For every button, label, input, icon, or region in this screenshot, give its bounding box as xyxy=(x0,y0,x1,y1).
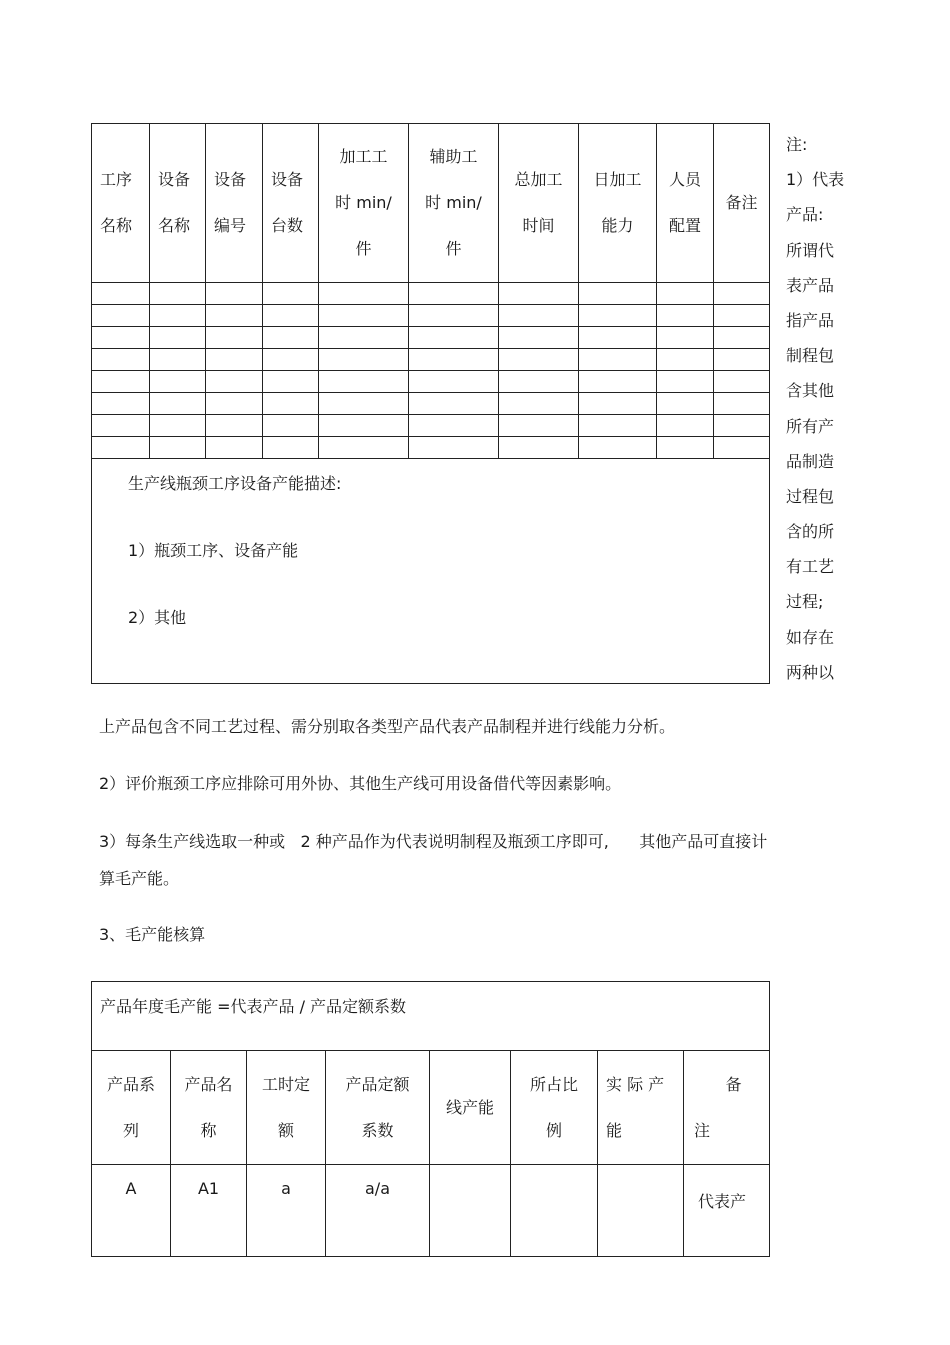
header-auxiliary-time: 辅助工 时 min/ 件 xyxy=(409,124,499,283)
side-note-line: 所谓代 xyxy=(786,240,835,260)
table-row xyxy=(92,1165,770,1257)
cell-actual-capacity xyxy=(598,1165,684,1257)
header-process-name: 工序 名称 xyxy=(92,124,150,283)
cell-proportion xyxy=(511,1165,598,1257)
table-row xyxy=(92,327,770,349)
table-row xyxy=(92,437,770,459)
gross-capacity-formula: 产品年度毛产能 =代表产品 / 产品定额系数 xyxy=(92,982,770,1051)
table-row xyxy=(92,371,770,393)
side-note-line: 制程包 xyxy=(786,346,835,366)
side-note-line: 品制造 xyxy=(786,451,835,471)
table-row xyxy=(92,305,770,327)
description-item-1: 1）瓶颈工序、设备产能 xyxy=(128,541,299,560)
cell-product-name: A1 xyxy=(171,1165,247,1257)
side-note-line: 表产品 xyxy=(786,275,835,295)
header-proportion: 所占比 例 xyxy=(511,1051,598,1165)
paragraph-item-2: 2）评价瓶颈工序应排除可用外协、其他生产线可用设备借代等因素影响。 xyxy=(99,774,622,793)
bottleneck-description-cell xyxy=(92,459,770,684)
description-item-2: 2）其他 xyxy=(128,608,187,627)
side-note-line: 两种以 xyxy=(786,662,835,682)
description-title: 生产线瓶颈工序设备产能描述: xyxy=(128,474,342,493)
side-note xyxy=(786,127,850,690)
header-staffing: 人员 配置 xyxy=(657,124,714,283)
table-row xyxy=(92,283,770,305)
paragraph-continued: 上产品包含不同工艺过程、需分别取各类型产品代表产品制程并进行线能力分析。 xyxy=(99,717,676,736)
side-note-line: 有工艺 xyxy=(786,557,835,577)
header-total-time: 总加工 时间 xyxy=(499,124,579,283)
side-note-line: 所有产 xyxy=(786,416,835,436)
table-title-row xyxy=(92,982,770,1051)
side-note-line: 产品: xyxy=(786,205,824,225)
paragraph-item-3-line-2: 算毛产能。 xyxy=(99,869,180,888)
header-remarks: 备注 xyxy=(714,124,770,283)
header-product-name: 产品名 称 xyxy=(171,1051,247,1165)
header-equipment-name: 设备 名称 xyxy=(150,124,206,283)
header-actual-capacity: 实 际 产 能 xyxy=(598,1051,684,1165)
cell-remarks: 代表产 xyxy=(684,1165,770,1257)
side-note-line: 过程; xyxy=(786,592,824,612)
header-line-capacity: 线产能 xyxy=(430,1051,511,1165)
bottleneck-description-row xyxy=(92,459,770,684)
paragraph-item-3-line-1: 3）每条生产线选取一种或 2 种产品作为代表说明制程及瓶颈工序即可, 其他产品可直接计 xyxy=(99,832,768,851)
cell-line-capacity xyxy=(430,1165,511,1257)
side-note-line: 如存在 xyxy=(786,627,835,647)
header-equipment-count: 设备 台数 xyxy=(263,124,319,283)
section-heading-gross-capacity: 3、毛产能核算 xyxy=(99,925,206,944)
side-note-line: 过程包 xyxy=(786,486,835,506)
header-daily-capacity: 日加工 能力 xyxy=(579,124,657,283)
header-remarks: 备 注 xyxy=(684,1051,770,1165)
gross-capacity-table xyxy=(91,981,770,1257)
table-header-row xyxy=(92,1051,770,1165)
header-quota-coefficient: 产品定额 系数 xyxy=(326,1051,430,1165)
side-note-line: 注: xyxy=(786,135,808,154)
table-row xyxy=(92,349,770,371)
table-row xyxy=(92,415,770,437)
header-product-series: 产品系 列 xyxy=(92,1051,171,1165)
table-header-row xyxy=(92,124,770,283)
process-capacity-table xyxy=(91,123,770,684)
cell-quota-coefficient: a/a xyxy=(326,1165,430,1257)
cell-labor-quota: a xyxy=(247,1165,326,1257)
table-row xyxy=(92,393,770,415)
header-labor-quota: 工时定 额 xyxy=(247,1051,326,1165)
side-note-line: 1）代表 xyxy=(786,170,845,190)
cell-series: A xyxy=(92,1165,171,1257)
header-equipment-number: 设备 编号 xyxy=(206,124,263,283)
side-note-line: 含的所 xyxy=(786,522,835,542)
side-note-line: 指产品 xyxy=(786,310,835,330)
header-processing-time: 加工工 时 min/ 件 xyxy=(319,124,409,283)
side-note-line: 含其他 xyxy=(786,381,835,401)
